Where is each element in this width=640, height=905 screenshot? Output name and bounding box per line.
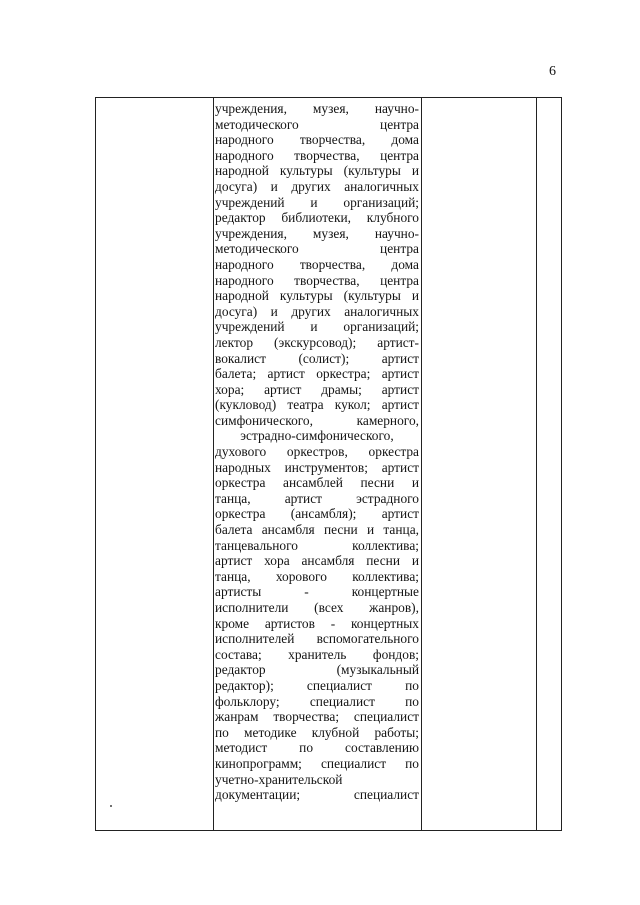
cell-line: артисты - концертные bbox=[215, 584, 419, 600]
cell-line: артист хора ансамбля песни и bbox=[215, 553, 419, 569]
cell-line: учреждений и организаций; bbox=[215, 319, 419, 335]
cell-line: балета; артист оркестра; артист bbox=[215, 366, 419, 382]
cell-line: народной культуры (культуры и bbox=[215, 288, 419, 304]
cell-line: народного творчества, дома bbox=[215, 132, 419, 148]
cell-line: методического центра bbox=[215, 116, 419, 132]
position-list-cell bbox=[215, 101, 419, 803]
cell-line: по методике клубной работы; bbox=[215, 724, 419, 740]
cell-line: досуга) и других аналогичных bbox=[215, 178, 419, 194]
cell-line: учетно-хранительской bbox=[215, 771, 343, 787]
cell-line: народной культуры (культуры и bbox=[215, 163, 419, 179]
cell-line: хора; артист драмы; артист bbox=[215, 381, 419, 397]
cell-line: танцевального коллектива; bbox=[215, 537, 419, 553]
page-number: 6 bbox=[549, 64, 556, 79]
cell-line: балета ансамбля песни и танца, bbox=[215, 522, 419, 538]
cell-line: танца, артист эстрадного bbox=[215, 490, 419, 506]
column-divider-2 bbox=[421, 98, 422, 830]
cell-line: кинопрограмм; специалист по bbox=[215, 755, 419, 771]
cell-line: танца, хорового коллектива; bbox=[215, 568, 419, 584]
cell-line: редактор (музыкальный bbox=[215, 662, 419, 678]
cell-line: (кукловод) театра кукол; артист bbox=[215, 397, 419, 413]
cell-line: кроме артистов - концертных bbox=[215, 615, 419, 631]
cell-line: фольклору; специалист по bbox=[215, 693, 419, 709]
cell-line: лектор (экскурсовод); артист- bbox=[215, 334, 419, 350]
cell-line: народного творчества, центра bbox=[215, 272, 419, 288]
cell-line: учреждения, музея, научно- bbox=[215, 225, 419, 241]
column-divider-3 bbox=[536, 98, 537, 830]
cell-line: учреждения, музея, научно- bbox=[215, 101, 419, 116]
cell-line: состава; хранитель фондов; bbox=[215, 646, 419, 662]
cell-line: оркестра (ансамбля); артист bbox=[215, 506, 419, 522]
cell-line: жанрам творчества; специалист bbox=[215, 709, 419, 725]
cell-line: народного творчества, центра bbox=[215, 147, 419, 163]
cell-line: народных инструментов; артист bbox=[215, 459, 419, 475]
column-divider-1 bbox=[213, 98, 214, 830]
document-table bbox=[95, 97, 562, 831]
cell-line: исполнителей вспомогательного bbox=[215, 631, 419, 647]
cell-line: документации; специалист bbox=[215, 787, 419, 803]
cell-line: народного творчества, дома bbox=[215, 256, 419, 272]
cell-line: методического центра bbox=[215, 241, 419, 257]
cell-line: досуга) и других аналогичных bbox=[215, 303, 419, 319]
cell-line: духового оркестров, оркестра bbox=[215, 444, 419, 460]
cell-line: учреждений и организаций; bbox=[215, 194, 419, 210]
cell-line: исполнители (всех жанров), bbox=[215, 600, 419, 615]
cell-line: оркестра ансамблей песни и bbox=[215, 475, 419, 491]
cell-line: вокалист (солист); артист bbox=[215, 350, 419, 366]
cell-line: эстрадно-симфонического, bbox=[240, 428, 394, 444]
cell-line: редактор); специалист по bbox=[215, 677, 419, 693]
cell-line: симфонического, камерного, bbox=[215, 412, 419, 428]
scan-speck bbox=[110, 805, 112, 807]
cell-line: методист по составлению bbox=[215, 740, 419, 756]
cell-line: редактор библиотеки, клубного bbox=[215, 210, 419, 226]
